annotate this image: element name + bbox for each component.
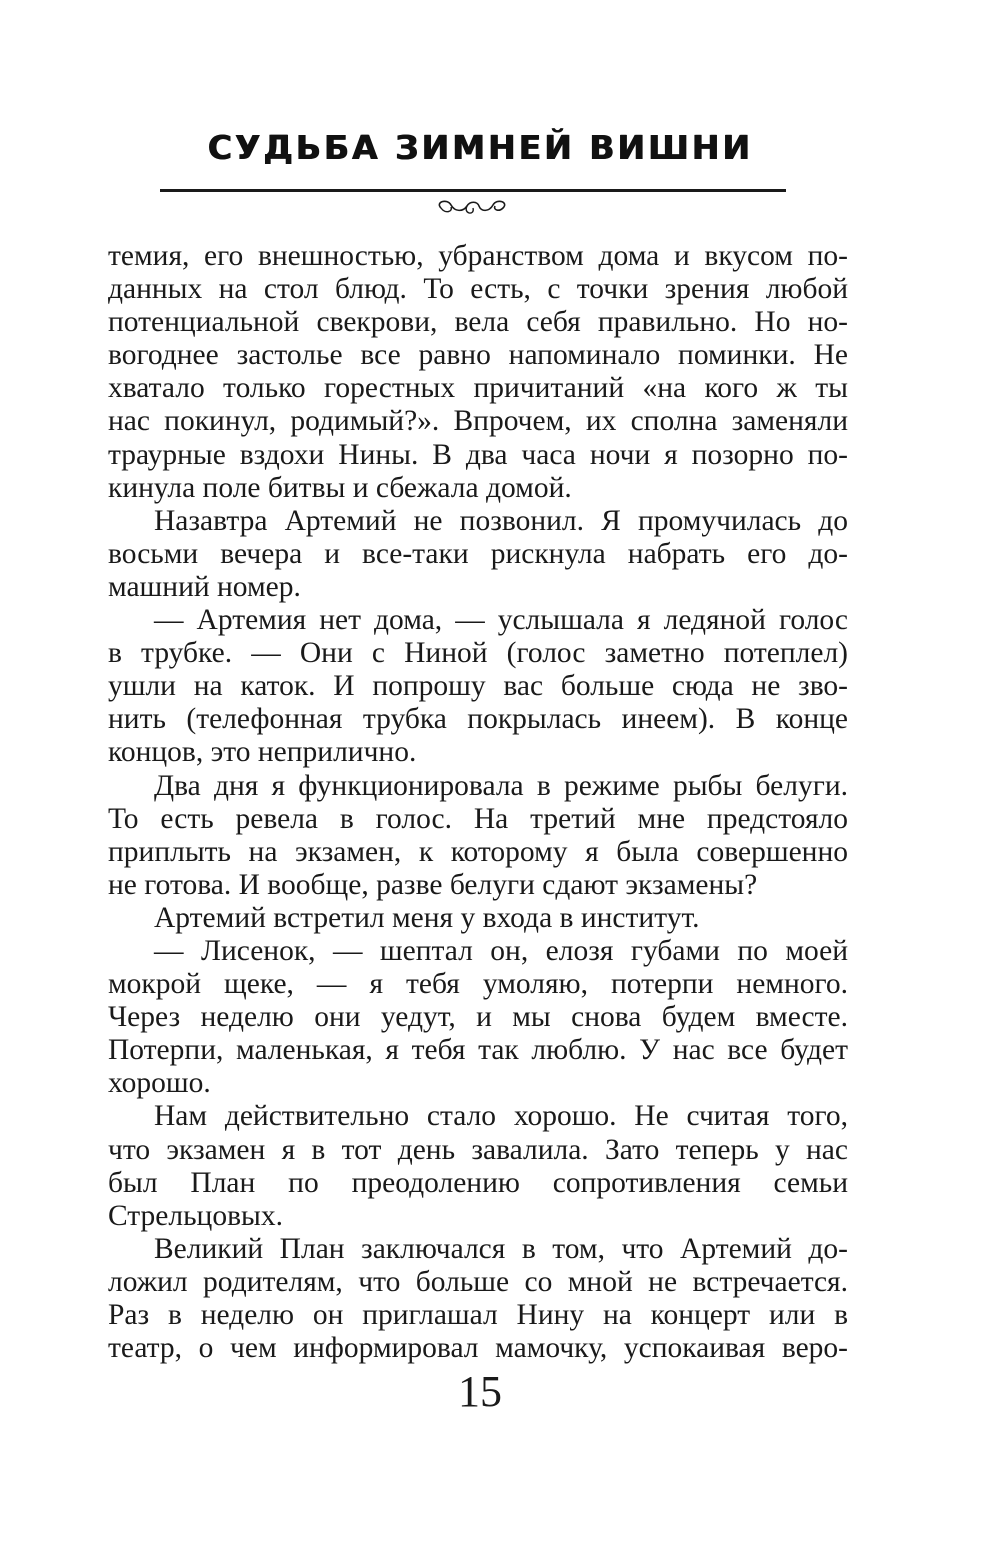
paragraph — [108, 604, 848, 769]
paragraph — [108, 1233, 848, 1365]
text-line: нить (телефонная трубка покрылась инеем). В конце — [108, 703, 848, 736]
ornament-icon — [433, 196, 513, 218]
paragraph — [108, 240, 848, 505]
text-line: Назавтра Артемий не позвонил. Я промучилась до — [154, 504, 848, 537]
page-number: 15 — [458, 1367, 502, 1416]
text-line: театр, о чем информировал мамочку, успокаивая веро- — [108, 1332, 848, 1365]
text-line: Великий План заключался в том, что Артемий до- — [154, 1232, 848, 1265]
text-line: машний номер. — [108, 570, 301, 603]
header-rule — [160, 189, 786, 192]
text-line: ушли на каток. И попрошу вас больше сюда не зво- — [108, 670, 848, 703]
text-line: что экзамен я в тот день завалила. Зато теперь у нас — [108, 1133, 848, 1166]
text-line: То есть ревела в голос. На третий мне предстояло — [108, 802, 848, 835]
text-line: восьми вечера и все-таки рискнула набрать его до- — [108, 537, 848, 570]
paragraph — [108, 770, 848, 902]
text-line: Через неделю они уедут, и мы снова будем вместе. — [108, 1001, 848, 1034]
text-line: — Артемия нет дома, — услышала я ледяной голос — [154, 604, 848, 637]
text-line: Стрельцовых. — [108, 1199, 283, 1232]
paragraph — [108, 1100, 848, 1232]
text-line: Два дня я функционировала в режиме рыбы белуги. — [154, 769, 848, 802]
text-line: — Лисенок, — шептал он, елозя губами по моей — [154, 934, 848, 967]
text-line: концов, это неприлично. — [108, 736, 417, 769]
text-line: траурные вздохи Нины. В два часа ночи я позорно по- — [108, 438, 848, 471]
text-line: вогоднее застолье все равно напоминало поминки. Не — [108, 339, 848, 372]
text-line: мокрой щеке, — я тебя умоляю, потерпи немного. — [108, 968, 848, 1001]
text-line: был План по преодолению сопротивления семьи — [108, 1166, 848, 1199]
text-line: потенциальной свекрови, вела себя правильно. Но но- — [108, 306, 848, 339]
text-line: ложил родителям, что больше со мной не встречается. — [108, 1265, 848, 1298]
paragraph — [108, 902, 848, 935]
text-line: данных на стол блюд. То есть, с точки зрения любой — [108, 273, 848, 306]
text-line: хватало только горестных причитаний «на кого ж ты — [108, 372, 848, 405]
text-line: Раз в неделю он приглашал Нину на концерт или в — [108, 1299, 848, 1331]
text-line: Нам действительно стало хорошо. Не считая того, — [154, 1100, 848, 1133]
running-title: СУДЬБА ЗИМНЕЙ ВИШНИ — [207, 128, 753, 167]
body-text — [108, 240, 848, 1365]
text-line: нас покинул, родимый?». Впрочем, их сполна заменяли — [108, 405, 848, 438]
text-line: кинула поле битвы и сбежала домой. — [108, 471, 572, 504]
text-line: Потерпи, маленькая, я тебя так люблю. У нас все будет — [108, 1034, 848, 1067]
text-line: темия, его внешностью, убранством дома и вкусом по- — [108, 240, 848, 272]
text-line: хорошо. — [108, 1067, 211, 1100]
paragraph — [108, 505, 848, 604]
text-line: приплыть на экзамен, к которому я была совершенно — [108, 835, 848, 868]
paragraph — [108, 935, 848, 1100]
text-line: Артемий встретил меня у входа в институт. — [154, 901, 700, 934]
text-line: в трубке. — Они с Ниной (голос заметно потеплел) — [108, 637, 848, 670]
text-line: не готова. И вообще, разве белуги сдают экзамены? — [108, 868, 758, 901]
